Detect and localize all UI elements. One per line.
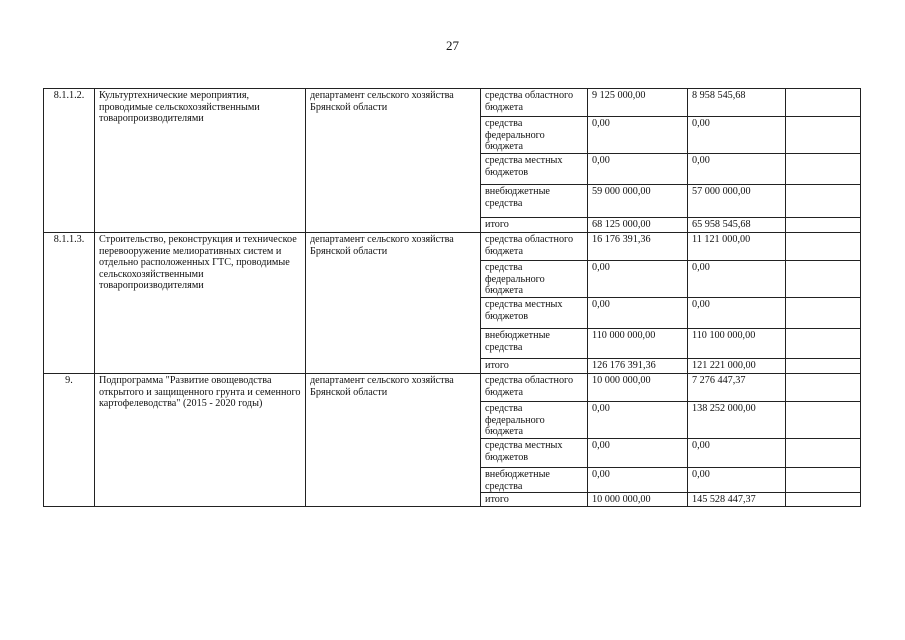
value-2-cell: 0,00	[688, 117, 786, 154]
item-number-cell: 9.	[44, 374, 95, 507]
funding-source-cell: средства федерального бюджета	[481, 261, 588, 298]
funding-source-cell: итого	[481, 359, 588, 374]
value-2-cell: 0,00	[688, 154, 786, 185]
funding-source-cell: средства областного бюджета	[481, 89, 588, 117]
empty-cell	[786, 298, 861, 329]
value-1-cell: 10 000 000,00	[588, 374, 688, 402]
funding-source-cell: средства местных бюджетов	[481, 154, 588, 185]
value-1-cell: 16 176 391,36	[588, 233, 688, 261]
funding-source-cell: внебюджетные средства	[481, 185, 588, 218]
funding-source-cell: внебюджетные средства	[481, 329, 588, 359]
item-name-cell: Подпрограмма "Развитие овощеводства открытого и защищенного грунта и семенного картофелеводства" (2015 - 2020 годы)	[95, 374, 306, 507]
value-2-cell: 138 252 000,00	[688, 402, 786, 439]
value-1-cell: 10 000 000,00	[588, 493, 688, 507]
empty-cell	[786, 468, 861, 493]
empty-cell	[786, 493, 861, 507]
empty-cell	[786, 154, 861, 185]
value-1-cell: 9 125 000,00	[588, 89, 688, 117]
empty-cell	[786, 233, 861, 261]
empty-cell	[786, 185, 861, 218]
value-2-cell: 0,00	[688, 261, 786, 298]
page-number: 27	[446, 38, 459, 53]
empty-cell	[786, 359, 861, 374]
table-row	[44, 374, 861, 402]
executor-cell: департамент сельского хозяйства Брянской области	[306, 89, 481, 233]
value-1-cell: 0,00	[588, 468, 688, 493]
value-1-cell: 110 000 000,00	[588, 329, 688, 359]
funding-source-cell: итого	[481, 493, 588, 507]
table-row	[44, 89, 861, 117]
funding-source-cell: итого	[481, 218, 588, 233]
executor-cell: департамент сельского хозяйства Брянской области	[306, 233, 481, 374]
empty-cell	[786, 439, 861, 468]
table-row	[44, 233, 861, 261]
value-1-cell: 0,00	[588, 154, 688, 185]
value-1-cell: 59 000 000,00	[588, 185, 688, 218]
budget-table	[43, 88, 861, 507]
table-body	[44, 89, 861, 507]
value-1-cell: 0,00	[588, 439, 688, 468]
value-2-cell: 110 100 000,00	[688, 329, 786, 359]
value-1-cell: 68 125 000,00	[588, 218, 688, 233]
empty-cell	[786, 89, 861, 117]
executor-cell: департамент сельского хозяйства Брянской области	[306, 374, 481, 507]
value-2-cell: 11 121 000,00	[688, 233, 786, 261]
empty-cell	[786, 402, 861, 439]
empty-cell	[786, 218, 861, 233]
value-1-cell: 0,00	[588, 261, 688, 298]
empty-cell	[786, 374, 861, 402]
item-name-cell: Культуртехнические мероприятия, проводимые сельскохозяйственными товаропроизводителями	[95, 89, 306, 233]
value-1-cell: 0,00	[588, 298, 688, 329]
value-2-cell: 145 528 447,37	[688, 493, 786, 507]
funding-source-cell: средства местных бюджетов	[481, 439, 588, 468]
value-2-cell: 65 958 545,68	[688, 218, 786, 233]
funding-source-cell: внебюджетные средства	[481, 468, 588, 493]
value-2-cell: 7 276 447,37	[688, 374, 786, 402]
empty-cell	[786, 117, 861, 154]
funding-source-cell: средства федерального бюджета	[481, 402, 588, 439]
value-2-cell: 57 000 000,00	[688, 185, 786, 218]
funding-source-cell: средства областного бюджета	[481, 233, 588, 261]
value-2-cell: 0,00	[688, 468, 786, 493]
funding-source-cell: средства федерального бюджета	[481, 117, 588, 154]
empty-cell	[786, 329, 861, 359]
value-1-cell: 126 176 391,36	[588, 359, 688, 374]
item-name-cell: Строительство, реконструкция и техническое перевооружение мелиоративных систем и отдельно расположенных ГТС, проводимые сельскохозяйственными товаропроизводителями	[95, 233, 306, 374]
value-2-cell: 121 221 000,00	[688, 359, 786, 374]
item-number-cell: 8.1.1.2.	[44, 89, 95, 233]
funding-source-cell: средства областного бюджета	[481, 374, 588, 402]
value-2-cell: 8 958 545,68	[688, 89, 786, 117]
value-2-cell: 0,00	[688, 439, 786, 468]
empty-cell	[786, 261, 861, 298]
funding-source-cell: средства местных бюджетов	[481, 298, 588, 329]
value-1-cell: 0,00	[588, 117, 688, 154]
item-number-cell: 8.1.1.3.	[44, 233, 95, 374]
value-1-cell: 0,00	[588, 402, 688, 439]
value-2-cell: 0,00	[688, 298, 786, 329]
